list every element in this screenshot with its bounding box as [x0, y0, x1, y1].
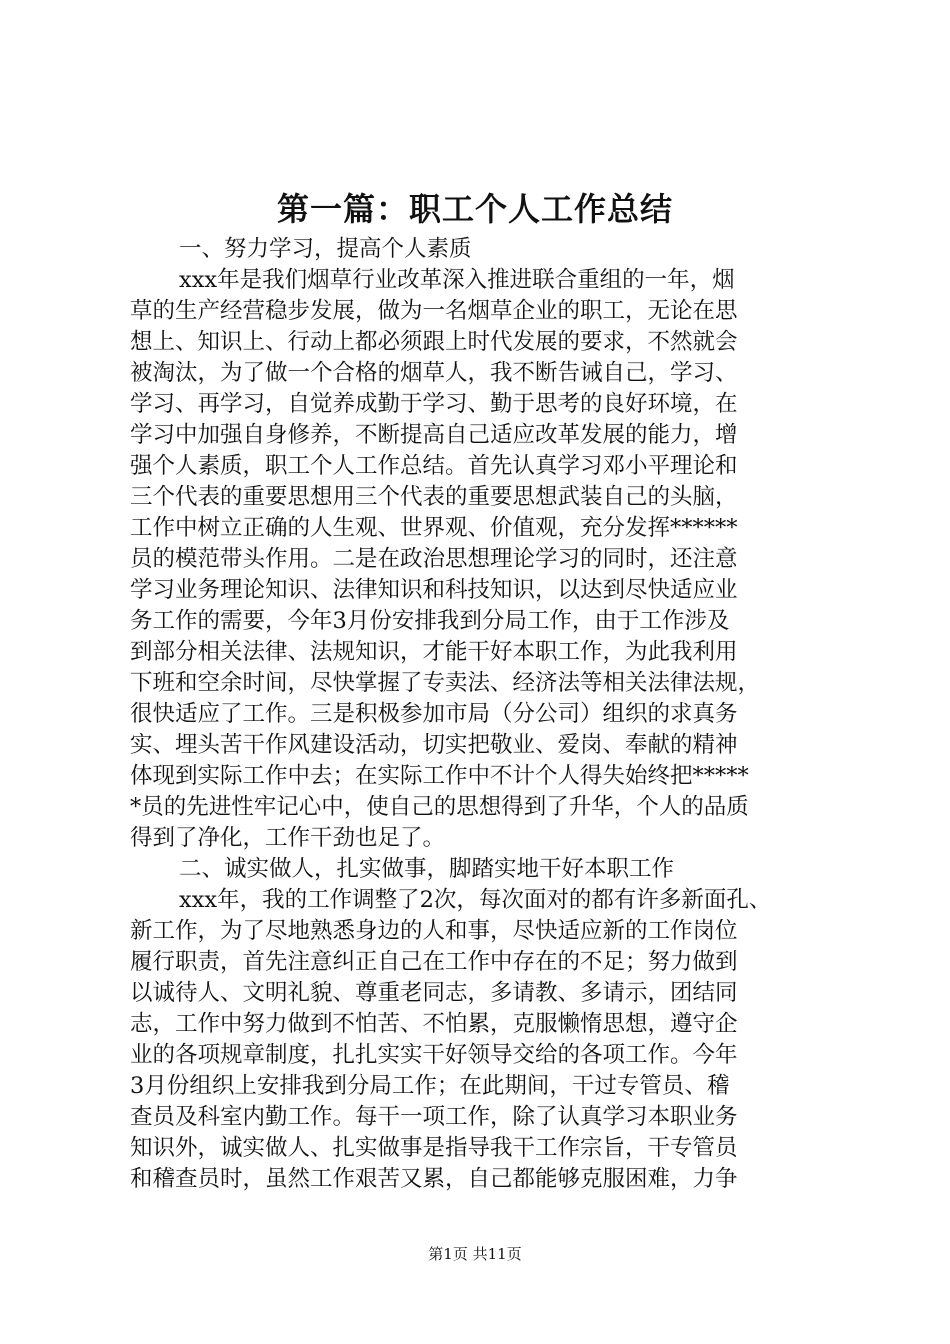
paragraph-line: 得到了净化，工作干劲也足了。	[130, 825, 446, 851]
paragraph-line: 履行职责，首先注意纠正自己在工作中存在的不足；努力做到	[130, 949, 738, 975]
paragraph-line: 工作中树立正确的人生观、世界观、价值观，充分发挥******	[130, 515, 738, 541]
paragraph-line: 学习中加强自身修养，不断提高自己适应改革发展的能力，增	[130, 422, 738, 448]
paragraph-line: xxx年，我的工作调整了2次，每次面对的都有许多新面孔、	[179, 887, 772, 913]
paragraph-line: 很快适应了工作。三是积极参加市局（分公司）组织的求真务	[130, 701, 738, 727]
paragraph-line: 二、诚实做人，扎实做事，脚踏实地干好本职工作	[179, 856, 675, 882]
paragraph-line: 学习业务理论知识、法律知识和科技知识，以达到尽快适应业	[130, 577, 738, 603]
paragraph-line: 志，工作中努力做到不怕苦、不怕累，克服懒惰思想，遵守企	[130, 1011, 738, 1037]
paragraph-line: xxx年是我们烟草行业改革深入推进联合重组的一年，烟	[179, 267, 735, 293]
paragraph-line: 想上、知识上、行动上都必须跟上时代发展的要求，不然就会	[130, 329, 738, 355]
paragraph-line: 到部分相关法律、法规知识，才能干好本职工作，为此我利用	[130, 639, 738, 665]
document-body	[130, 234, 830, 1195]
paragraph-line: 和稽查员时，虽然工作艰苦又累，自己都能够克服困难，力争	[130, 1166, 738, 1192]
paragraph-line: *员的先进性牢记心中，使自己的思想得到了升华，个人的品质	[130, 794, 749, 820]
paragraph-line: 务工作的需要，今年3月份安排我到分局工作，由于工作涉及	[130, 608, 730, 634]
paragraph-line: 查员及科室内勤工作。每干一项工作，除了认真学习本职业务	[130, 1104, 738, 1130]
paragraph-line: 员的模范带头作用。二是在政治思想理论学习的同时，还注意	[130, 546, 738, 572]
document-title: 第一篇：职工个人工作总结	[276, 190, 673, 228]
page-footer: 第1页 共11页	[428, 1245, 522, 1263]
paragraph-line: 业的各项规章制度，扎扎实实干好领导交给的各项工作。今年	[130, 1042, 738, 1068]
paragraph-line: 被淘汰，为了做一个合格的烟草人，我不断告诫自己，学习、	[130, 360, 738, 386]
paragraph-line: 新工作，为了尽地熟悉身边的人和事，尽快适应新的工作岗位	[130, 918, 738, 944]
paragraph-line: 以诚待人、文明礼貌、尊重老同志，多请教、多请示，团结同	[130, 980, 738, 1006]
paragraph-line: 草的生产经营稳步发展，做为一名烟草企业的职工，无论在思	[130, 298, 738, 324]
paragraph-line: 学习、再学习，自觉养成勤于学习、勤于思考的良好环境，在	[130, 391, 738, 417]
paragraph-line: 下班和空余时间，尽快掌握了专卖法、经济法等相关法律法规，	[130, 670, 761, 696]
paragraph-line: 3月份组织上安排我到分局工作；在此期间，干过专管员、稽	[130, 1073, 730, 1099]
paragraph-line: 强个人素质，职工个人工作总结。首先认真学习邓小平理论和	[130, 453, 738, 479]
paragraph-line: 一、努力学习，提高个人素质	[179, 236, 472, 262]
paragraph-line: 知识外，诚实做人、扎实做事是指导我干工作宗旨，干专管员	[130, 1135, 738, 1161]
paragraph-line: 实、埋头苦干作风建设活动，切实把敬业、爱岗、奉献的精神	[130, 732, 738, 758]
paragraph-line: 三个代表的重要思想用三个代表的重要思想武装自己的头脑，	[130, 484, 738, 510]
paragraph-line: 体现到实际工作中去；在实际工作中不计个人得失始终把*****	[130, 763, 749, 789]
